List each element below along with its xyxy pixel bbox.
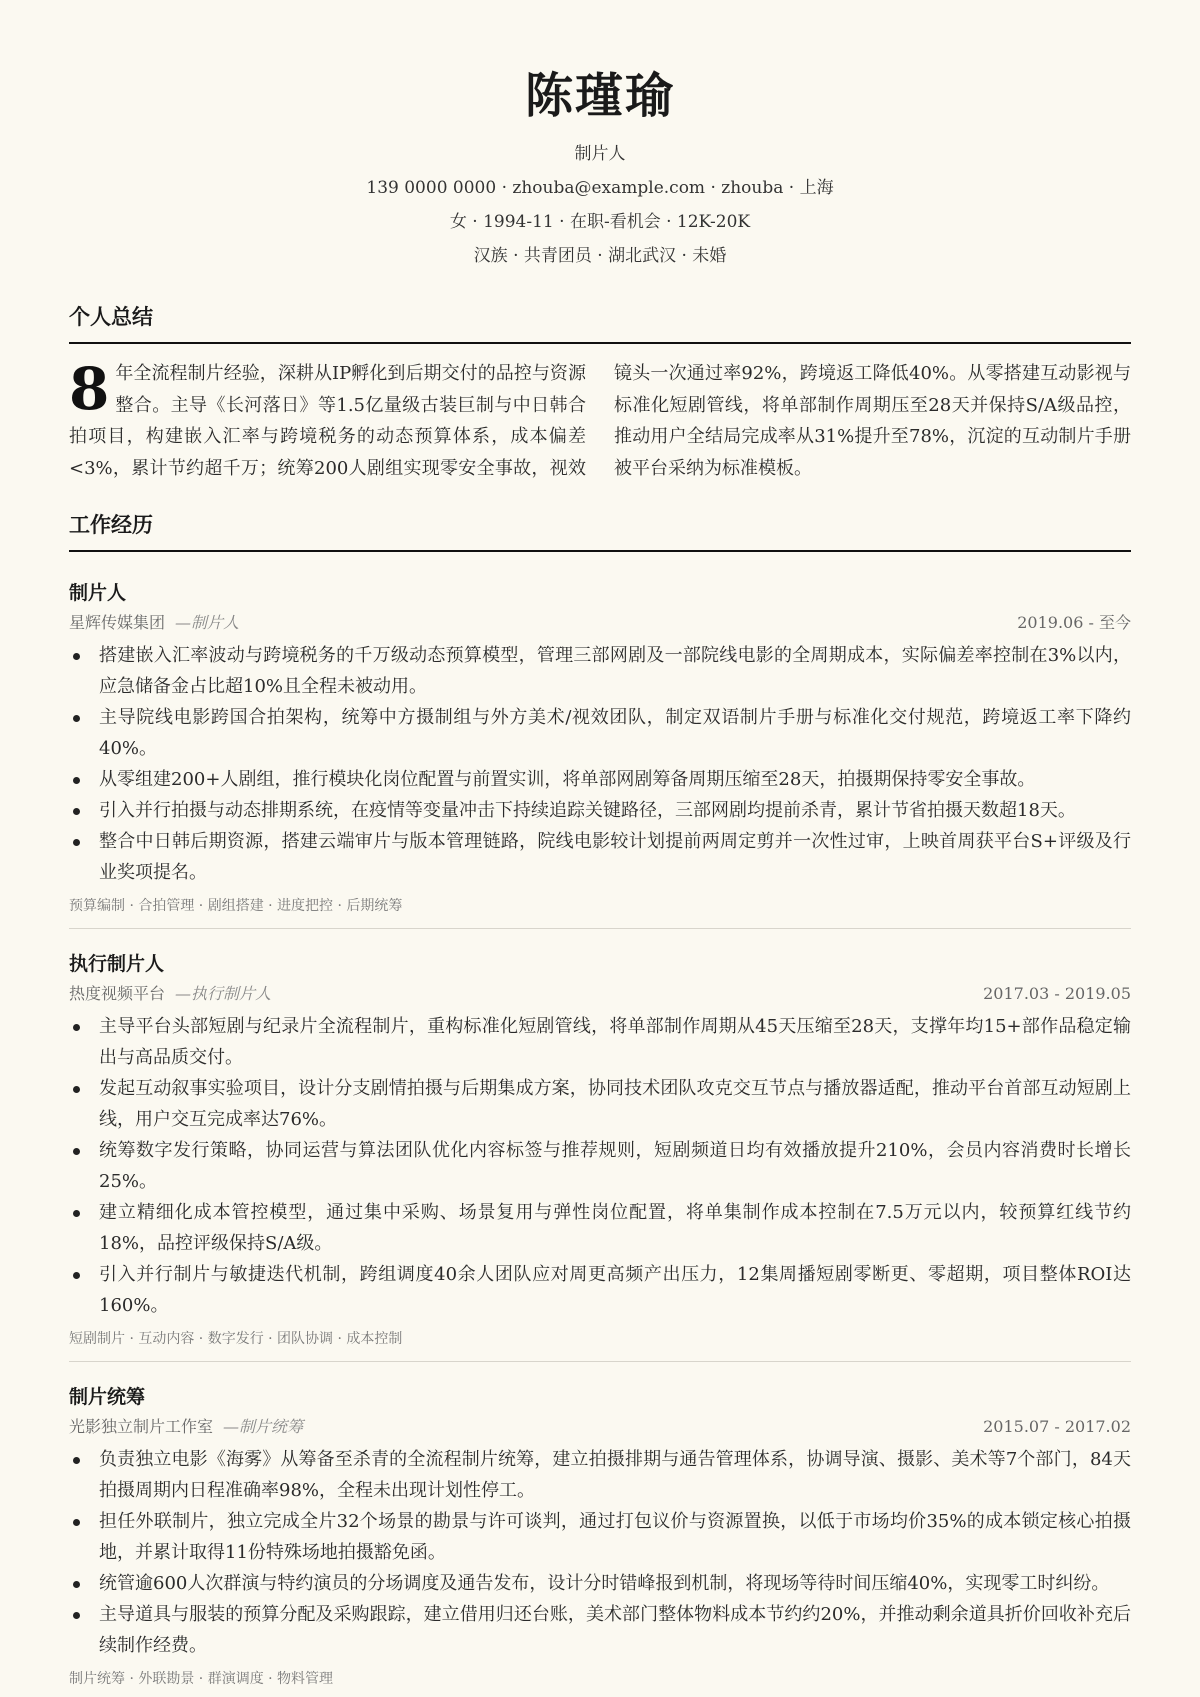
job-skill-tags: 制片统筹 · 外联勘景 · 群演调度 · 物料管理	[69, 1671, 334, 1687]
job-company	[69, 983, 271, 1005]
company-name: 光影独立制片工作室	[69, 1417, 214, 1436]
contact-line: 139 0000 0000 · zhouba@example.com · zhouba · 上海	[366, 178, 834, 198]
summary-body: 年全流程制片经验，深耕从IP孵化到后期交付的品控与资源整合。主导《长河落日》等1.5亿量级古装巨制与中日韩合拍项目，构建嵌入汇率与跨境税务的动态预算体系，成本偏差<3%，累计节约超千万；统筹200人剧组实现零安全事故，视效镜头一次通过率92%，跨境返工降低40%。从零搭建互动影视与标准化短剧管线，将单部制作周期压至28天并保持S/A级品控，推动用户全结局完成率从31%提升至78%，沉淀的互动制片手册被平台采纳为标准模板。	[69, 363, 1131, 479]
job-bullet: 引入并行制片与敏捷迭代机制，跨组调度40余人团队应对周更高频产出压力，12集周播短剧零断更、零超期，项目整体ROI达160%。	[69, 1259, 1131, 1321]
job-skill-tags: 短剧制片 · 互动内容 · 数字发行 · 团队协调 · 成本控制	[69, 1331, 403, 1347]
job-title: 制片人	[69, 582, 127, 604]
personal-line: 女 · 1994-11 · 在职-看机会 · 12K-20K	[449, 212, 751, 232]
summary-section	[69, 302, 1131, 484]
work-section	[69, 510, 1131, 1689]
job-entry	[69, 552, 1131, 916]
job-meta	[69, 983, 1131, 1005]
job-bullet: 搭建嵌入汇率波动与跨境税务的千万级动态预算模型，管理三部网剧及一部院线电影的全周期成本，实际偏差率控制在3%以内，应急储备金占比超10%且全程未被动用。	[69, 640, 1131, 702]
job-bullet: 从零组建200+人剧组，推行模块化岗位配置与前置实训，将单部网剧筹备周期压缩至28天，拍摄期保持零安全事故。	[69, 764, 1131, 795]
company-name: 热度视频平台	[69, 984, 166, 1003]
job-entry	[69, 1361, 1131, 1689]
resume-header	[69, 0, 1131, 268]
job-bullet: 引入并行拍摄与动态排期系统，在疫情等变量冲击下持续追踪关键路径，三部网剧均提前杀青，累计节省拍摄天数超18天。	[69, 795, 1131, 826]
job-bullets	[69, 1011, 1131, 1321]
job-bullets	[69, 640, 1131, 888]
candidate-role: 制片人	[574, 144, 626, 164]
job-title: 制片统筹	[69, 1386, 146, 1408]
job-period: 2019.06 - 至今	[1017, 613, 1131, 632]
summary-dropcap: 8	[69, 355, 110, 423]
background-line: 汉族 · 共青团员 · 湖北武汉 · 未婚	[473, 246, 727, 266]
job-bullet: 建立精细化成本管控模型，通过集中采购、场景复用与弹性岗位配置，将单集制作成本控制在7.5万元以内，较预算红线节约18%，品控评级保持S/A级。	[69, 1197, 1131, 1259]
job-bullets	[69, 1444, 1131, 1661]
job-bullet: 统管逾600人次群演与特约演员的分场调度及通告发布，设计分时错峰报到机制，将现场等待时间压缩40%，实现零工时纠纷。	[69, 1568, 1131, 1599]
work-title: 工作经历	[69, 510, 1131, 552]
job-bullet: 整合中日韩后期资源，搭建云端审片与版本管理链路，院线电影较计划提前两周定剪并一次性过审，上映首周获平台S+评级及行业奖项提名。	[69, 826, 1131, 888]
job-bullet: 负责独立电影《海雾》从筹备至杀青的全流程制片统筹，建立拍摄排期与通告管理体系，协调导演、摄影、美术等7个部门，84天拍摄周期内日程准确率98%，全程未出现计划性停工。	[69, 1444, 1131, 1506]
job-period: 2017.03 - 2019.05	[983, 984, 1131, 1003]
job-title: 执行制片人	[69, 953, 165, 975]
job-period: 2015.07 - 2017.02	[983, 1417, 1131, 1436]
job-meta	[69, 612, 1131, 634]
job-bullet: 发起互动叙事实验项目，设计分支剧情拍摄与后期集成方案，协同技术团队攻克交互节点与播放器适配，推动平台首部互动短剧上线，用户交互完成率达76%。	[69, 1073, 1131, 1135]
candidate-name: 陈瑾瑜	[524, 68, 675, 124]
job-bullet: 主导平台头部短剧与纪录片全流程制片，重构标准化短剧管线，将单部制作周期从45天压缩至28天，支撑年均15+部作品稳定输出与高品质交付。	[69, 1011, 1131, 1073]
job-bullet: 统筹数字发行策略，协同运营与算法团队优化内容标签与推荐规则，短剧频道日均有效播放提升210%，会员内容消费时长增长25%。	[69, 1135, 1131, 1197]
job-role: —执行制片人	[175, 984, 272, 1003]
job-bullet: 主导院线电影跨国合拍架构，统筹中方摄制组与外方美术/视效团队，制定双语制片手册与标准化交付规范，跨境返工率下降约40%。	[69, 702, 1131, 764]
company-name: 星辉传媒集团	[69, 613, 166, 632]
job-company	[69, 1416, 303, 1438]
job-meta	[69, 1416, 1131, 1438]
summary-title: 个人总结	[69, 302, 1131, 344]
job-role: —制片统筹	[223, 1417, 304, 1436]
job-bullet: 担任外联制片，独立完成全片32个场景的勘景与许可谈判，通过打包议价与资源置换，以低于市场均价35%的成本锁定核心拍摄地，并累计取得11份特殊场地拍摄豁免函。	[69, 1506, 1131, 1568]
job-role: —制片人	[175, 613, 240, 632]
job-entry	[69, 928, 1131, 1349]
summary-text	[69, 355, 1131, 484]
job-company	[69, 612, 239, 634]
job-bullet: 主导道具与服装的预算分配及采购跟踪，建立借用归还台账，美术部门整体物料成本节约约20%，并推动剩余道具折价回收补充后续制作经费。	[69, 1599, 1131, 1661]
job-skill-tags: 预算编制 · 合拍管理 · 剧组搭建 · 进度把控 · 后期统筹	[69, 898, 403, 914]
